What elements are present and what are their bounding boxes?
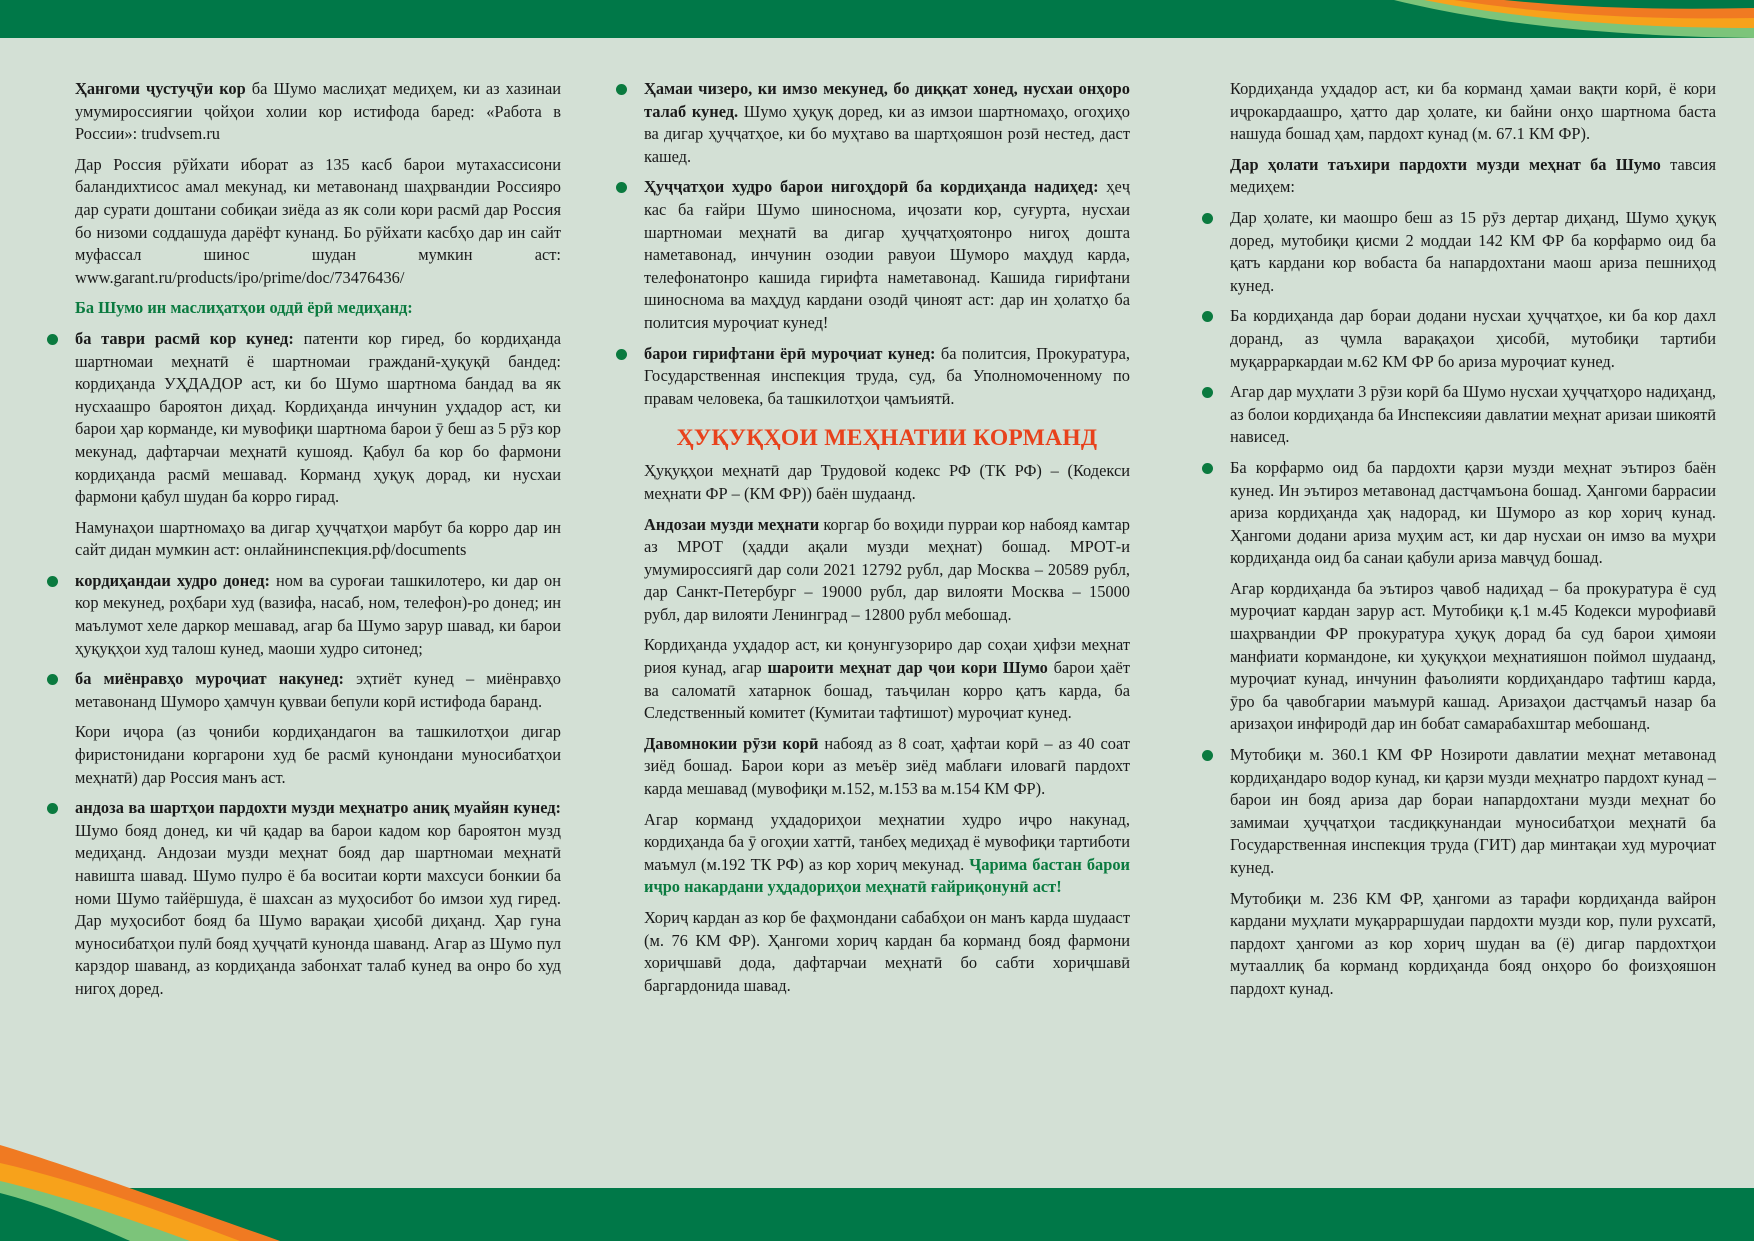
section-heading-tips: Ба Шумо ин маслиҳатҳои оддӣ ёрӣ медиҳанд: [75, 298, 413, 318]
paragraph-professions-list: Дар Россия рӯйхати иборат аз 135 касб барои мутахассисони баландихтисос амал мекунад, ки метавонанд шаҳрвандии Россияро дар сурати доштани собиқаи зиёда аз як соли кори расмӣ дар Россия бо низоми соддашуда дарёфт кунанд. Бо рӯйхати касбҳо дар ин сайт муфассал шинос шудан мумкин аст: www.garant.ru/products/ipo/prime/doc/73476436/ [75, 154, 561, 287]
paragraph-prosecutor: Агар кордиҳанда ба эътироз ҷавоб надиҳад – ба прокуратура ё суд муроҷиат кардан зарур аст. Мутобиқи қ.1 м.45 Кодекси мурофиавӣ шаҳрвандии ФР прокуратура ҳуқуқ дорад ба суд барои ҳимояи манфиати кормандоне, ки ҳуқуқҳои меҳнатияшон поймол шудаанд, муроҷиат кунад, инчунин фаъолияти кордиҳандаро тафтиш карда, ӯро ба ҷавобгарии маъмурӣ кашад. Аризаҳои дастҷамъӣ назар ба аризаҳои инфиродӣ дар ин бобат самарабахштар мебошанд. [1230, 578, 1716, 734]
list-item: Ба корфармо оид ба пардохти қарзи музди меҳнат эътироз баён кунед. Ин эътироз метавонад дастҷамъона бошад. Ҳангоми баррасии ариза кордиҳанда ҳақ надорад, ки Шуморо аз кор хориҷ кунад. Ҳангоми додани ариза муҳим аст, ки дар нусхаи он имзо ва муҳри кордиҳанда оид ба санаи қабули ариза мавҷуд бошад. [1230, 457, 1716, 570]
list-item: Ба кордиҳанда дар бораи додани нусхаи ҳуҷҷатҳое, ки ба кор дахл доранд, аз ҷумла варақаҳои ҳисобӣ, мутобиқи тартиби муқарраркардаи м.62 КМ ФР бо ариза муроҷиат кунед. [1230, 305, 1716, 373]
top-right-swoosh-decoration [1394, 0, 1754, 40]
paragraph-payment-duty: Кордиҳанда уҳдадор аст, ки ба корманд ҳамаи вақти корӣ, ё кори иҷрокардаашро, ҳатто дар ҳолате, ки байни онҳо шартнома баста нашуда бошад ҳам, пардохт кунад (м. 67.1 КМ ФР). [1230, 79, 1716, 144]
paragraph-interest-compensation: Мутобиқи м. 236 КМ ФР, ҳангоми аз тарафи кордиҳанда вайрон кардани муҳлати муқарраршудаи пардохти музди кор, пули рухсатӣ, пардохт ҳангоми аз кор хориҷ шудан ва (ё) дигар пардохтҳои мутааллиқ ба корманд кордиҳанда бояд онҳоро бо фоизҳояшон пардохт кунад. [1230, 888, 1716, 998]
column-middle [644, 78, 1130, 1005]
bullet-icon [1202, 750, 1213, 761]
bullet-icon [616, 84, 627, 95]
list-item: ба таври расмӣ кор кунед: патенти кор гиред, бо кордиҳанда шартномаи меҳнатӣ ё шартномаи гражданӣ-ҳуқуқӣ бандед: кордиҳанда УҲДАДОР аст, ки бо Шумо шартнома бандад ва як нусхаашро бароятон диҳад. Кордиҳанда инчунин уҳдадор аст, ки барои ҳар корманде, ки мувофиқи шартнома барои ӯ беш аз 5 рӯз кор мекунад, дафтарчаи меҳнатӣ кушояд. Қабул ба кор бо фармони кордиҳанда расмӣ мешавад. Корманд ҳуқуқ дорад, ки нусхаи фармони қабул шудан ба корро гирад. [75, 328, 561, 509]
paragraph-contract-samples: Намунаҳои шартномаҳо ва дигар ҳуҷҷатҳои марбут ба корро дар ин сайт дидан мумкин аст: онлайнинспекция.рф/documents [75, 517, 561, 560]
inspection-list [1230, 744, 1716, 880]
tips-list-2 [75, 570, 561, 714]
list-item: кордиҳандаи худро донед: ном ва суроғаи ташкилотеро, ки дар он кор мекунед, роҳбари худ (вазифа, насаб, ном, телефон)-ро донед; ин маълумот хеле даркор мешавад, агар ба Шумо зарур шавад, ки барои ҳуқуқҳои худ талош кунед, маоши худро ситонед; [75, 570, 561, 660]
bullet-icon [1202, 387, 1213, 398]
list-item: андоза ва шартҳои пардохти музди меҳнатро аниқ муайян кунед: Шумо бояд донед, ки чӣ қадар ва барои кадом кор бароятон музд медиҳанд. Андозаи музди меҳнат бояд дар шартномаи меҳнатӣ навишта шавад. Шумо пулро ё ба воситаи корти махсуси бонкии ба номи Шумо тайёршуда, ё шахсан аз муҳосибот бо имзои худ гиред. Дар муҳосибот бояд ба Шумо варақаи ҳисобӣ диҳанд. Ҳар гуна муносибатҳои пулӣ бояд ҳуҷҷатӣ кунонда шаванд. Агар аз Шумо пул карздор шаванд, аз кордиҳанда забонхат талаб кунед ва онро бо худ нигоҳ доред. [75, 797, 561, 1000]
list-item: Агар дар муҳлати 3 рӯзи корӣ ба Шумо нусхаи ҳуҷҷатҳоро надиҳанд, аз болои кордиҳанда ба Инспексияи давлатии меҳнат аризаи шикоятӣ нависед. [1230, 381, 1716, 449]
paragraph-minimum-wage: Андозаи музди меҳнати коргар бо воҳиди пурраи кор набояд камтар аз МРОТ (ҳадди ақали музди меҳнат) бошад. МРОТ-и умумироссиягӣ дар соли 2021 12792 рубл, дар Москва – 20589 рубл, дар Санкт-Петербург – 19000 рубл, дар вилояти Москва – 15000 рубл, дар вилояти Ленинград – 12800 рубл мебошад. [644, 514, 1130, 624]
tips-list-4 [644, 78, 1130, 410]
tips-list-3 [75, 797, 561, 1000]
bullet-icon [47, 334, 58, 345]
delay-tips-list [1230, 207, 1716, 570]
column-left [75, 78, 561, 1009]
paragraph-job-search: Ҳангоми ҷустуҷӯи кор ба Шумо маслиҳат медиҳем, ки аз хазинаи умумироссиягии ҷойҳои холии кор истифода баред: «Работа в России»: trudvsem.ru [75, 79, 561, 144]
list-item: барои гирифтани ёрӣ муроҷиат кунед: ба политсия, Прокуратура, Государственная инспекция труда, суд, ба Уполномоченному по правам человека, ба ташкилотҳои ҷамъиятӣ. [644, 343, 1130, 411]
list-item: Ҳамаи чизеро, ки имзо мекунед, бо диққат хонед, нусхаи онҳоро талаб кунед. Шумо ҳуқуқ доред, ки аз имзои шартномаҳо, огоҳиҳо ва дигар ҳуҷҷатҳое, ки бо муҳтаво ва шартҳояшон розӣ нестед, даст кашед. [644, 78, 1130, 168]
tips-list [75, 328, 561, 509]
paragraph-delay-heading: Дар ҳолати таъхири пардохти музди меҳнат ба Шумо тавсия медиҳем: [1230, 154, 1716, 197]
paragraph-rental-work: Кори иҷора (аз ҷониби кордиҳандагон ва ташкилотҳои дигар фиристонидани коргарони худ бе расмӣ кунондани муносибатҳои меҳнатӣ) дар Россия манъ аст. [75, 722, 561, 787]
bullet-icon [1202, 311, 1213, 322]
bullet-icon [47, 803, 58, 814]
paragraph-dismissal: Хориҷ кардан аз кор бе фаҳмондани сабабҳои он манъ карда шудааст (м. 76 КМ ФР). Ҳангоми хориҷ кардан ба корманд бояд фармони хориҷшавӣ дода, дафтарчаи меҳнатӣ бо сабти хориҷшавӣ баргардонида шавад. [644, 908, 1130, 995]
bullet-icon [616, 349, 627, 360]
list-item: Мутобиқи м. 360.1 КМ ФР Нозироти давлатии меҳнат метавонад кордиҳандаро водор кунад, ки қарзи музди меҳнатро пардохт кунад – барои ин бояд ариза дар бораи напардохтани музди меҳнат бо замимаи ҳуҷҷатҳои тасдиқкунандаи муносибатҳои меҳнатӣ ба Государственная инспекция труда (ГИТ) дар минтақаи худ муроҷиат кунед. [1230, 744, 1716, 880]
column-right [1230, 78, 1716, 1009]
list-item: Ҳуҷҷатҳои худро барои нигоҳдорӣ ба кордиҳанда надиҳед: ҳеҷ кас ба ғайри Шумо шиноснома, иҷозати кор, суғурта, нусхаи шартномаи меҳнатӣ ва дигар ҳуҷҷатҳоятонро нигоҳ дошта наметавонад, инчунин озодии равуои Шуморо маҳдуд карда, телефонатонро кашида гирифта наметавонад. Кашида гирифтани шиноснома ва маҳдуд кардани озодӣ ҷиноят аст: дар ин ҳолатҳо ба политсия муроҷиат кунед! [644, 176, 1130, 334]
section-title-worker-rights: ҲУҚУҚҲОИ МЕҲНАТИИ КОРМАНД [676, 425, 1098, 452]
bullet-icon [1202, 213, 1213, 224]
paragraph-discipline: Агар корманд уҳдадориҳои меҳнатии худро иҷро накунад, кордиҳанда ба ӯ огоҳии хаттӣ, танбеҳ медиҳад ё мувофиқи тартиботи маъмул (м.192 ТК РФ) аз кор хориҷ мекунад. Ҷарима бастан барои иҷро накардани уҳдадориҳои меҳнатӣ ғайриқонунӣ аст! [644, 809, 1130, 897]
paragraph-labor-code: Ҳуқуқҳои меҳнатӣ дар Трудовой кодекс РФ (ТК РФ) – (Кодекси меҳнати ФР – (КМ ФР)) баён шудаанд. [644, 461, 1130, 503]
bullet-icon [1202, 463, 1213, 474]
bullet-icon [616, 182, 627, 193]
bottom-left-swoosh-decoration [0, 1145, 320, 1241]
list-item: Дар ҳолате, ки маошро беш аз 15 рӯз дертар диҳанд, Шумо ҳуқуқ доред, мутобиқи қисми 2 моддаи 142 КМ ФР ба корфармо оид ба қатъ кардани кор вобаста ба напардохтани маош ариза пешниҳод кунед. [1230, 207, 1716, 297]
paragraph-safety: Кордиҳанда уҳдадор аст, ки қонунгузориро дар соҳаи ҳифзи меҳнат риоя кунад, агар шароити меҳнат дар ҷои кори Шумо барои ҳаёт ва саломатӣ хатарнок бошад, таъҷилан корро қатъ карда, ба Следственный комитет (Кумитаи тафтишот) муроҷиат кунед. [644, 635, 1130, 723]
paragraph-working-hours: Давомнокии рӯзи корӣ набояд аз 8 соат, ҳафтаи корӣ – аз 40 соат зиёд бошад. Барои кори аз меъёр зиёд маблағи иловагӣ пардохт карда мешавад (мувофиқи м.152, м.153 ва м.154 КМ ФР). [644, 733, 1130, 799]
bullet-icon [47, 674, 58, 685]
bullet-icon [47, 576, 58, 587]
warning-fines: Ҷарима бастан барои иҷро накардани уҳдадориҳои меҳнатӣ ғайриқонунӣ аст! [644, 854, 1130, 897]
list-item: ба миёнравҳо муроҷиат накунед: эҳтиёт кунед – миёнравҳо метавонанд Шуморо ҳамчун қувваи бепули корӣ истифода баранд. [75, 668, 561, 713]
